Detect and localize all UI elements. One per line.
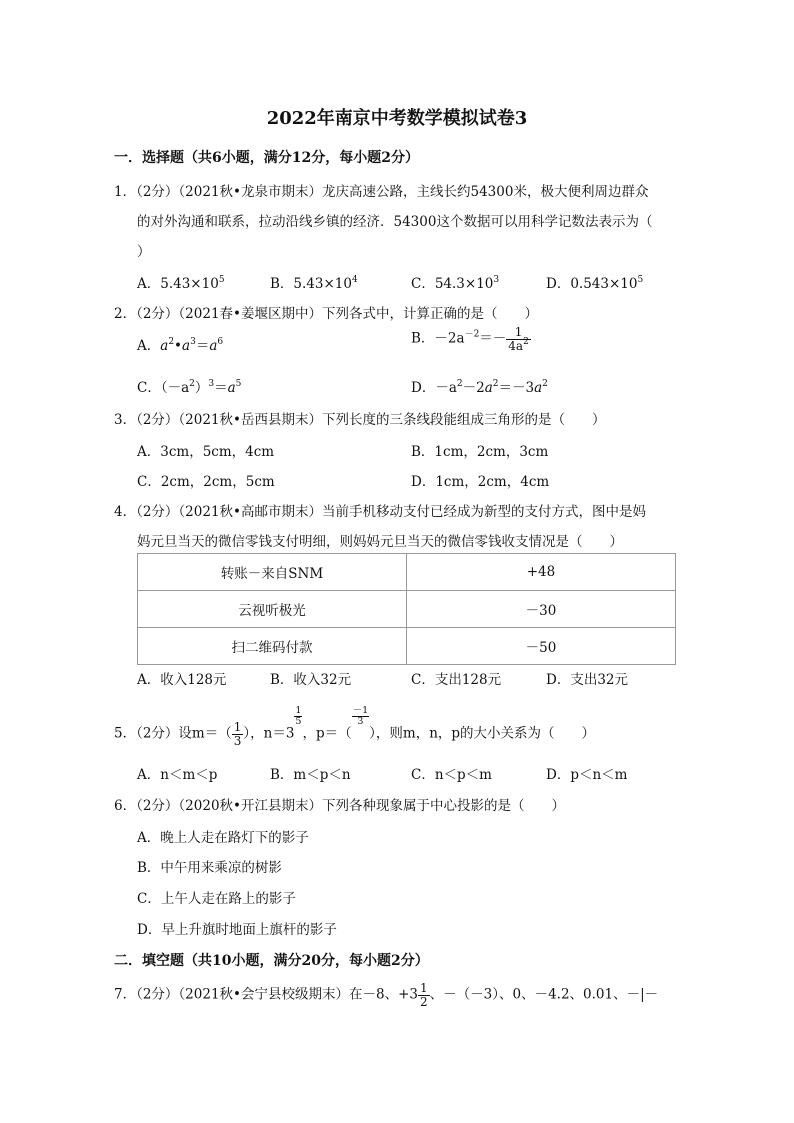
q2-option-a: A．$a^2•a^3=a^6$ (137, 337, 224, 354)
q1-option-b: B．$5.43\times 10^4$ (270, 275, 358, 292)
section-heading-choice: 一．选择题（共6小题，满分12分，每小题2分） (114, 150, 419, 166)
q3-option-d: D．1cm，2cm，4cm (411, 474, 550, 490)
q7-stem: 7．（2分）（2021秋•会宁县校级期末）在－8、+3 $\frac{1}{2}$ 、－（－3）、0、－4.2、0.01、－|－ (114, 981, 659, 1009)
q4-option-a: A．收入128元 (137, 672, 227, 688)
q6-option-b: B．中午用来乘凉的树影 (137, 860, 282, 876)
q1-option-a: A．$5.43\times 10^5$ (137, 275, 225, 292)
table-cell-value: －30 (407, 591, 676, 628)
q1-option-d: D．$0.543\times 10^5$ (546, 275, 644, 292)
q2-stem: 2．（2分）（2021春•姜堰区期中）下列各式中，计算正确的是（ ） (114, 306, 538, 322)
q2-option-b: B．$-2a^{-2}=-$ $\frac{1}{4a^2}$ (411, 325, 529, 353)
q5-option-b: B．m＜p＜n (270, 767, 351, 783)
q6-option-c: C．上午人走在路上的影子 (137, 891, 296, 907)
q4-payment-table (137, 553, 676, 665)
q3-option-b: B．1cm，2cm，3cm (411, 444, 549, 460)
q4-line2: 妈元旦当天的微信零钱支付明细，则妈妈元旦当天的微信零钱收支情况是（ ） (137, 534, 623, 550)
q6-stem: 6．（2分）（2020秋•开江县期末）下列各种现象属于中心投影的是（ ） (114, 798, 565, 814)
page-title: 2022年南京中考数学模拟试卷3 (266, 108, 528, 129)
q1-line1: 1．（2分）（2021秋•龙泉市期末）龙庆高速公路，主线长约54300米，极大便利周边群众 (114, 184, 649, 200)
table-row (138, 554, 676, 591)
q6-option-d: D．早上升旗时地面上旗杆的影子 (137, 922, 337, 938)
q5-option-c: C．n＜p＜m (411, 767, 492, 783)
table-row (138, 628, 676, 665)
q4-option-d: D．支出32元 (546, 672, 629, 688)
table-cell-label: 转账－来自SNM (138, 554, 407, 591)
q5-option-d: D．p＜n＜m (546, 767, 628, 783)
q2-option-c: C．$(-a^2)^3=a^5$ (137, 379, 242, 396)
table-cell-value: +48 (407, 554, 676, 591)
q4-line1: 4．（2分）（2021秋•高邮市期末）当前手机移动支付已经成为新型的支付方式，图中是妈 (114, 504, 646, 520)
table-cell-label: 云视听极光 (138, 591, 407, 628)
q1-line2: 的对外沟通和联系，拉动沿线乡镇的经济．54300这个数据可以用科学记数法表示为（ (137, 214, 653, 230)
table-cell-value: －50 (407, 628, 676, 665)
q5-option-a: A．n＜m＜p (137, 767, 218, 783)
q3-option-a: A．3cm，5cm，4cm (137, 444, 275, 460)
q4-option-b: B．收入32元 (270, 672, 352, 688)
q6-option-a: A．晚上人走在路灯下的影子 (137, 830, 309, 846)
q4-option-c: C．支出128元 (411, 672, 502, 688)
section-heading-fill: 二．填空题（共10小题，满分20分，每小题2分） (114, 953, 429, 969)
table-cell-label: 扫二维码付款 (138, 628, 407, 665)
table-row (138, 591, 676, 628)
q1-line3: ） (137, 244, 151, 260)
q2-option-d: D．$-a^2-2a^2=-3a^2$ (411, 379, 548, 396)
q3-stem: 3．（2分）（2021秋•岳西县期末）下列长度的三条线段能组成三角形的是（ ） (114, 412, 606, 428)
q3-option-c: C．2cm，2cm，5cm (137, 474, 275, 490)
q1-option-c: C．$54.3\times 10^3$ (411, 275, 500, 292)
q5-stem: 5．（2分）设m＝（ $\frac{1}{3}$ ），n＝3 $\frac{1}{5}$ ，p＝（ $\frac{-1}{3}$ ），则m，n，p的大小关系为（ ） (114, 705, 596, 748)
